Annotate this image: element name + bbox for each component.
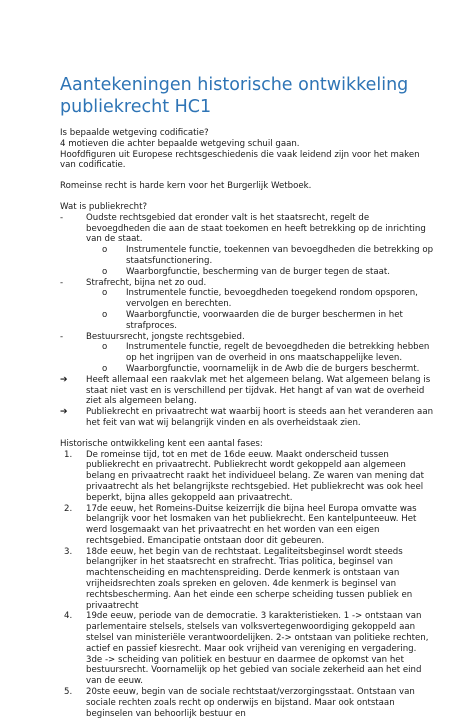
list-item: o Instrumentele functie, toekennen van bevoegdheden die betrekking op staatsfunctionering.	[102, 245, 434, 266]
phase-number: 5.	[64, 687, 73, 698]
circle-marker: o	[102, 288, 108, 299]
list-item: o Instrumentele functie, bevoegdheden toegekend rondom opsporen, vervolgen en berechten.	[102, 288, 418, 310]
intro-line: Is bepaalde wetgeving codificatie?	[60, 128, 209, 138]
dash-marker: -	[60, 277, 64, 288]
phase-item: 2. 17de eeuw, het Romeins-Duitse keizerrijk die bijna heel Europa omvatte was belangrijk voor het losmaken van het publiekrecht. Een kantelpunteeuw. Het werd losgemaakt van het privaatrecht en het worden van een eigen rechtsgebied. Emancipatie ontstaan door dit gebeuren.	[64, 503, 417, 546]
circle-marker: o	[102, 342, 108, 353]
phase-number: 1.	[64, 449, 73, 460]
intro-line: Hoofdfiguren uit Europese rechtsgeschiedenis die vaak leidend zijn voor het maken van codificatie.	[60, 149, 420, 171]
list-item: - Oudste rechtsgebied dat eronder valt is het staatsrecht, regelt de bevoegdheden die aan de staat toekomen en heeft betrekking op de inrichting van de staat.	[60, 212, 426, 245]
list-item: - Bestuursrecht, jongste rechtsgebied.	[60, 331, 245, 342]
phase-number: 4.	[64, 611, 73, 622]
document-title: Aantekeningen historische ontwikkeling publiekrecht HC1	[60, 75, 409, 117]
bullet-list	[60, 213, 434, 375]
intro-line: 4 motieven die achter bepaalde wetgeving schuil gaan.	[60, 138, 300, 149]
phases-intro: Historische ontwikkeling kent een aantal fases:	[60, 438, 263, 449]
arrow-icon: ➔	[60, 407, 68, 418]
arrow-item: ➔ Publiekrecht en privaatrecht wat waarbij hoort is steeds aan het veranderen aan het feit van wat wij belangrijk vinden en als overheidstaak zien.	[60, 407, 434, 428]
phase-item: 1. De romeinse tijd, tot en met de 16de eeuw. Maakt onderscheid tussen publiekrecht en privaatrecht. Publiekrecht wordt gekoppeld aan algemeen belang en privaatrecht raakt het individueel belang. Ze waren van mening dat privaatrecht als het belangrijkste rechtsgebied. Het publiekrecht was ook heel beperkt, bijna alles gekoppeld aan privaatrecht.	[64, 449, 425, 503]
list-item: o Instrumentele functie, regelt de bevoegdheden die betrekking hebben op het ingrijpen van de overheid in ons maatschappelijke leven.	[102, 342, 430, 364]
circle-marker: o	[102, 309, 108, 320]
phases-list	[60, 450, 434, 719]
romeinse-line: Romeinse recht is harde kern voor het Burgerlijk Wetboek.	[60, 181, 312, 192]
list-item: o Waarborgfunctie, voorwaarden die de burger beschermen in het strafproces.	[102, 309, 403, 331]
phase-item: 4. 19de eeuw, periode van de democratie. 3 karakteristieken. 1 -> ontstaan van parlementaire stelsels, stelsels van volksvertegenwoordiging gekoppeld aan stelsel van ministeriële verantwoordelijken. 2-> ontstaan van politieke rechten, actief en passief kiesrecht. Maar ook vrijheid van vereniging en vergadering. 3de -> scheiding van politiek en bestuur en daarmee de opkomst van het bestuursrecht. Voornamelijk op het gebied van sociale zekerheid aan het eind van de eeuw.	[64, 611, 429, 687]
phase-item: 3. 18de eeuw, het begin van de rechtstaat. Legaliteitsbeginsel wordt steeds belangrijker in het staatsrecht en strafrecht. Trias politica, beginsel van machtenscheiding en machtenspreiding. Derde kenmerk is ontstaan van vrijheidsrechten zoals spreken en geloven. 4de kenmerk is beginsel van rechtsbescherming. Aan het einde een scherpe scheiding tussen publiek en privaatrecht	[64, 546, 413, 611]
phase-item: 5. 20ste eeuw, begin van de sociale rechtstaat/verzorgingsstaat. Ontstaan van sociale rechten zoals recht op onderwijs en bijstand. Maar ook ontstaan beginselen van behoorlijk bestuur en	[64, 687, 415, 719]
list-item: - Strafrecht, bijna net zo oud.	[60, 277, 207, 288]
circle-marker: o	[102, 245, 108, 256]
question-line: Wat is publiekrecht?	[60, 201, 148, 212]
phase-number: 3.	[64, 546, 73, 557]
list-item: o Waarborgfunctie, voornamelijk in de Awb die de burgers beschermt.	[102, 363, 420, 374]
arrow-item: ➔ Heeft allemaal een raakvlak met het algemeen belang. Wat algemeen belang is staat niet vast en is verschillend per tijdvak. Het hangt af van wat de overheid ziet als algemeen belang.	[60, 374, 431, 407]
circle-marker: o	[102, 266, 108, 277]
dash-marker: -	[60, 212, 64, 223]
arrow-icon: ➔	[60, 374, 68, 385]
dash-marker: -	[60, 331, 64, 342]
list-item: o Waarborgfunctie, bescherming van de burger tegen de staat.	[102, 266, 390, 277]
phase-number: 2.	[64, 503, 73, 514]
circle-marker: o	[102, 363, 108, 374]
